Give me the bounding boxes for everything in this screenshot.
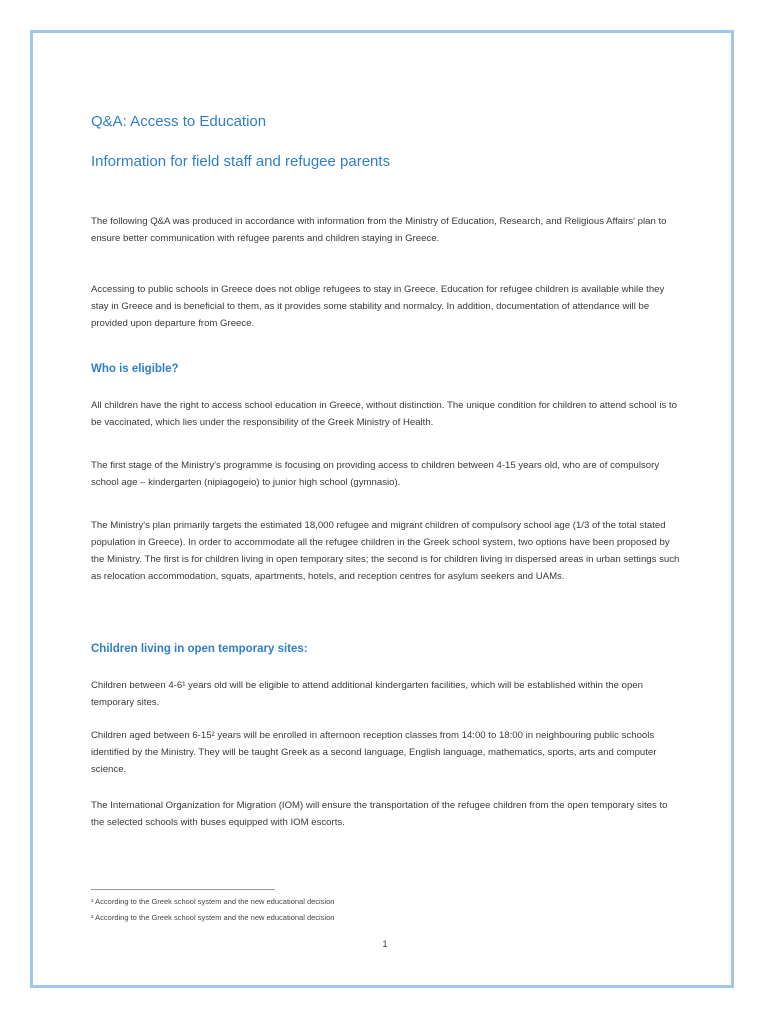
footnote-1: ¹ According to the Greek school system and the new educational decision [91,897,335,906]
page-number: 1 [382,939,388,949]
footnote-separator [91,889,275,890]
section-heading-eligibility: Who is eligible? [91,363,179,375]
eligibility-paragraph-1: All children have the right to access school education in Greece, without distinction. The unique condition for children to attend school is to be vaccinated, which lies under the responsibility of the Greek Ministry of Health. [91,400,677,428]
open-sites-paragraph-3: The International Organization for Migration (IOM) will ensure the transportation of the refugee children from the open temporary sites to the selected schools with buses equipped with IOM escorts. [91,800,668,828]
section-heading-open-sites: Children living in open temporary sites: [91,643,308,655]
document-title: Q&A: Access to Education [91,113,267,130]
intro-paragraph-1: The following Q&A was produced in accordance with information from the Ministry of Education, Research, and Religious Affairs' plan to ensure better communication with refugee parents and children staying in Greece. [91,216,667,244]
open-sites-paragraph-2: Children aged between 6-15² years will be enrolled in afternoon reception classes from 14:00 to 18:00 in neighbouring public schools identified by the Ministry. They will be taught Greek as a second language, English language, mathematics, sports, arts and computer science. [91,730,657,775]
open-sites-paragraph-1: Children between 4-6¹ years old will be eligible to attend additional kindergarten facilities, which will be established within the open temporary sites. [91,680,643,708]
eligibility-paragraph-2: The first stage of the Ministry's programme is focusing on providing access to children between 4-15 years old, who are of compulsory school age – kindergarten (nipiagogeio) to junior high school (gymnasio). [91,460,660,488]
document-page [30,30,734,988]
eligibility-paragraph-3: The Ministry's plan primarily targets the estimated 18,000 refugee and migrant children of compulsory school age (1/3 of the total stated population in Greece). In order to accommodate all the refugee children in the Greek school system, two options have been proposed by the Ministry. The first is for children living in open temporary sites; the second is for children living in dispersed areas in urban settings such as relocation accommodation, squats, apartments, hotels, and reception centres for asylum seekers and UAMs. [91,520,680,582]
footnote-2: ² According to the Greek school system and the new educational decision [91,913,335,922]
intro-paragraph-2: Accessing to public schools in Greece does not oblige refugees to stay in Greece. Education for refugee children is available while they stay in Greece and is beneficial to them, as it provides some stability and normalcy. In addition, documentation of attendance will be provided upon departure from Greece. [91,284,665,329]
document-subtitle: Information for field staff and refugee parents [91,153,391,170]
